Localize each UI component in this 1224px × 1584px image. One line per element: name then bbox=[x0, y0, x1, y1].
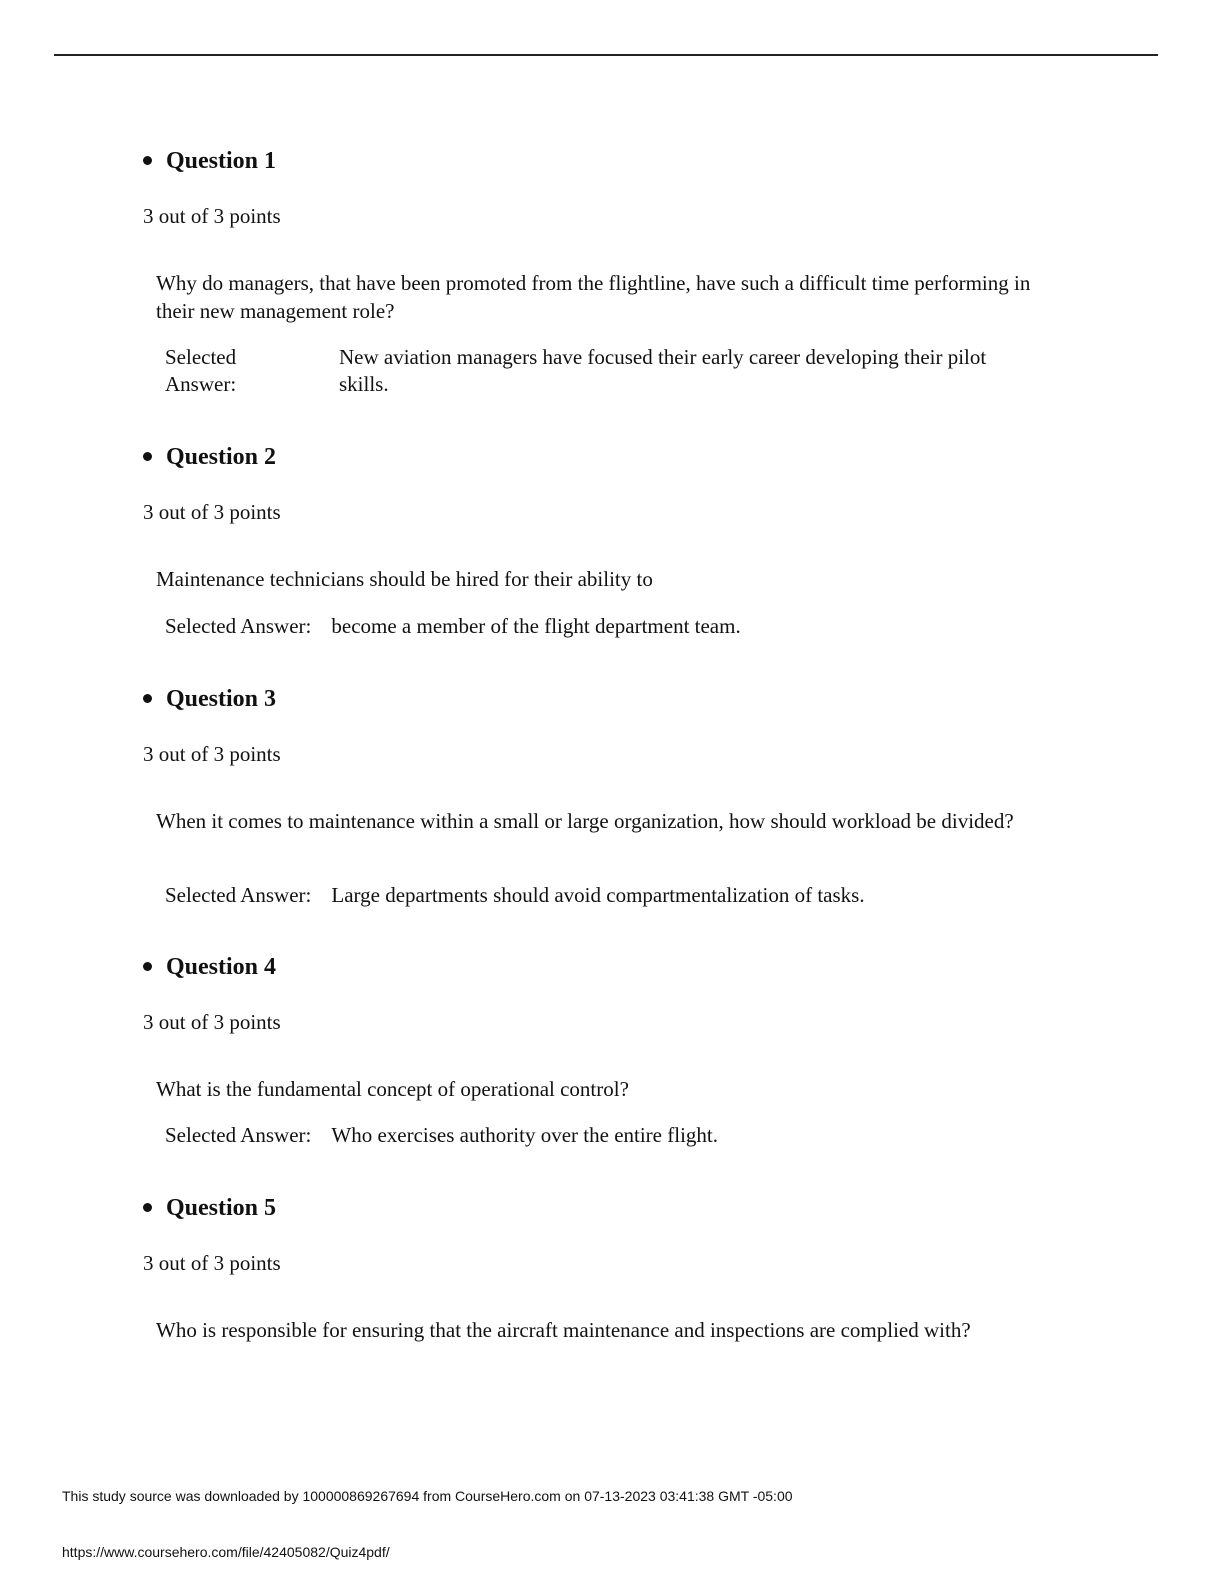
footer-source-line: This study source was downloaded by 100000869267694 from CourseHero.com on 07-13-2023 03:41:38 GMT -05:00 bbox=[62, 1488, 793, 1504]
question-text: What is the fundamental concept of operational control? bbox=[156, 1077, 629, 1101]
selected-answer-label: Selected Answer: bbox=[165, 614, 312, 638]
question-text: When it comes to maintenance within a small or large organization, how should workload be divided? bbox=[156, 809, 1014, 833]
selected-answer bbox=[165, 613, 741, 640]
top-rule bbox=[54, 54, 1158, 56]
selected-answer-value: become a member of the flight department team. bbox=[331, 614, 741, 638]
selected-answer-value: Who exercises authority over the entire flight. bbox=[331, 1123, 718, 1147]
question-title: Question 2 bbox=[143, 443, 276, 471]
question-title: Question 4 bbox=[143, 953, 276, 981]
bullet-icon bbox=[143, 452, 152, 461]
bullet-icon bbox=[143, 694, 152, 703]
selected-answer bbox=[165, 1122, 718, 1149]
question-text: Why do managers, that have been promoted from the flightline, have such a difficult time performing in their new management role? bbox=[156, 271, 1031, 323]
question-title: Question 5 bbox=[143, 1194, 276, 1222]
question-points: 3 out of 3 points bbox=[143, 500, 281, 524]
selected-answer-value: Large departments should avoid compartmentalization of tasks. bbox=[331, 883, 865, 907]
question-points: 3 out of 3 points bbox=[143, 204, 281, 228]
question-title: Question 3 bbox=[143, 685, 276, 713]
selected-answer bbox=[165, 344, 1039, 398]
selected-answer bbox=[165, 882, 865, 909]
selected-answer-label: Selected Answer: bbox=[165, 883, 312, 907]
selected-answer-label: Selected Answer: bbox=[165, 345, 237, 396]
selected-answer-value: New aviation managers have focused their early career developing their pilot skills. bbox=[339, 345, 987, 396]
question-text: Who is responsible for ensuring that the aircraft maintenance and inspections are complied with? bbox=[156, 1318, 971, 1342]
footer-url[interactable]: https://www.coursehero.com/file/42405082/Quiz4pdf/ bbox=[62, 1544, 390, 1560]
question-points: 3 out of 3 points bbox=[143, 1010, 281, 1034]
bullet-icon bbox=[143, 156, 152, 165]
question-points: 3 out of 3 points bbox=[143, 1251, 281, 1275]
question-points: 3 out of 3 points bbox=[143, 742, 281, 766]
selected-answer-label: Selected Answer: bbox=[165, 1123, 312, 1147]
bullet-icon bbox=[143, 962, 152, 971]
bullet-icon bbox=[143, 1203, 152, 1212]
question-title: Question 1 bbox=[143, 147, 276, 175]
question-text: Maintenance technicians should be hired for their ability to bbox=[156, 567, 653, 591]
